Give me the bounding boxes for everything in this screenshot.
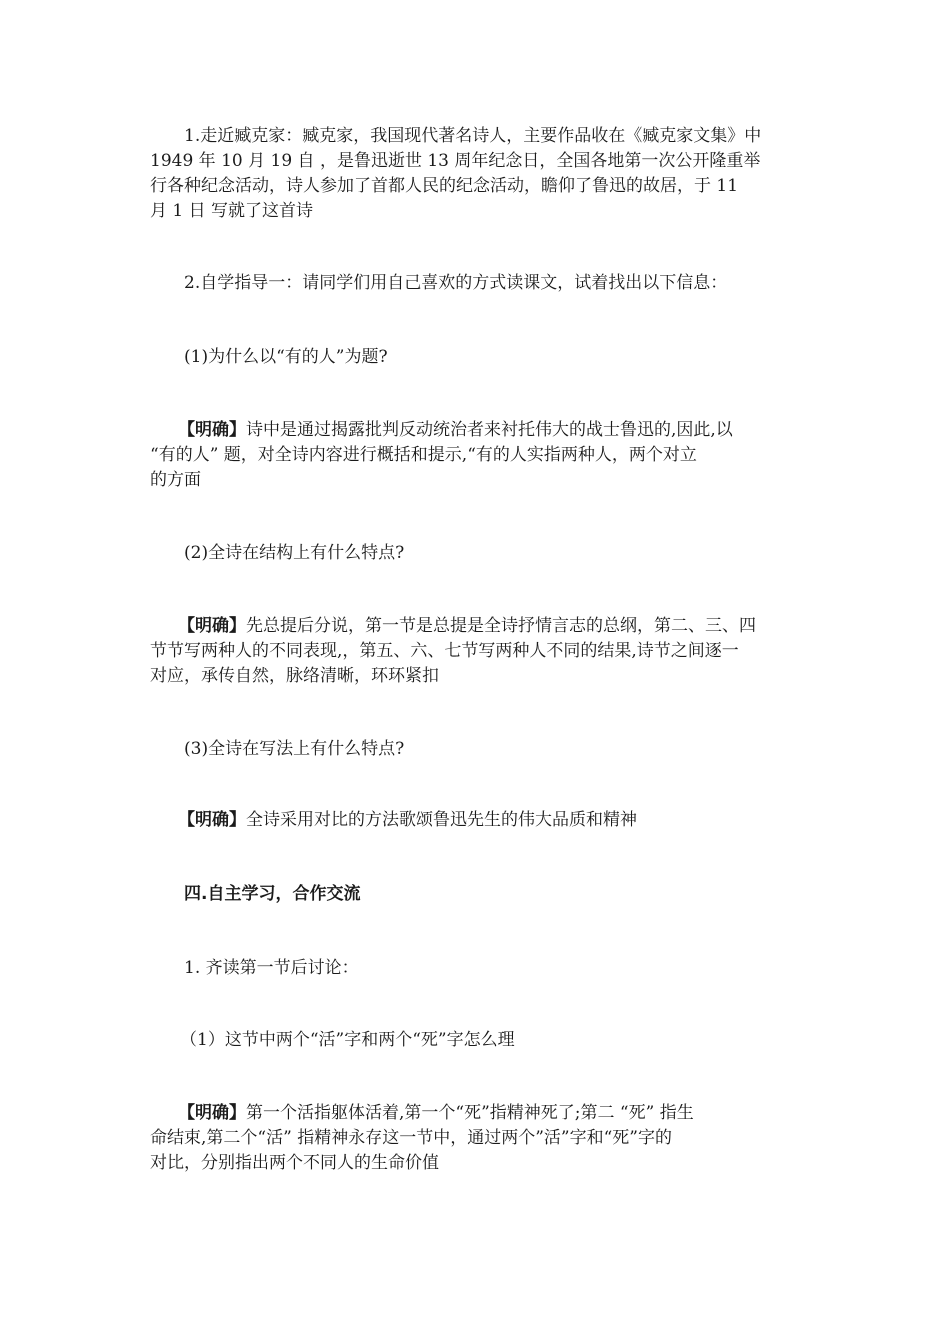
answer-2 — [150, 614, 806, 689]
question-2: (2)全诗在结构上有什么特点? — [184, 543, 405, 563]
intro-line-4: 月 1 日 写就了这首诗 — [150, 201, 314, 221]
answer-1-line-1: 诗中是通过揭露批判反动统治者来衬托伟大的战士鲁迅的,因此,以 — [246, 420, 733, 440]
paragraph-author-intro — [150, 124, 806, 224]
answer-1-line-2: “有的人” 题，对全诗内容进行概括和提示,“有的人实指两种人，两个对立 — [150, 445, 697, 465]
section-4-heading: 四.自主学习，合作交流 — [184, 884, 361, 904]
question-1: (1)为什么以“有的人”为题? — [184, 347, 388, 367]
answer-4-line-3: 对比，分别指出两个不同人的生命价值 — [150, 1153, 439, 1173]
self-study-guide: 2.自学指导一：请同学们用自己喜欢的方式读课文，试着找出以下信息： — [184, 273, 728, 293]
question-3: (3)全诗在写法上有什么特点? — [184, 739, 405, 759]
intro-line-3: 行各种纪念活动，诗人参加了首都人民的纪念活动，瞻仰了鲁迅的故居，于 11 — [150, 176, 739, 196]
answer-4-line-2: 命结束,第二个“活” 指精神永存这一节中，通过两个”活”字和“死”字的 — [150, 1128, 672, 1148]
answer-4-line-1: 第一个活指躯体活着,第一个“死”指精神死了;第二 “死” 指生 — [246, 1103, 694, 1123]
section-4-question-1: （1）这节中两个“活”字和两个“死”字怎么理 — [180, 1030, 515, 1050]
answer-2-line-2: 节节写两种人的不同表现,，第五、六、七节写两种人不同的结果,诗节之间逐一 — [150, 641, 739, 661]
answer-2-line-1: 先总提后分说，第一节是总提是全诗抒情言志的总纲，第二、三、四 — [246, 616, 756, 636]
answer-1-line-3: 的方面 — [150, 470, 201, 490]
section-4-item-1: 1. 齐读第一节后讨论： — [184, 958, 359, 978]
answer-tag: 【明确】 — [178, 616, 246, 636]
answer-1 — [150, 418, 806, 493]
answer-2-line-3: 对应，承传自然，脉络清晰，环环紧扣 — [150, 666, 439, 686]
answer-tag: 【明确】 — [178, 1103, 246, 1123]
answer-3 — [150, 808, 806, 833]
answer-4 — [150, 1101, 806, 1176]
intro-line-2: 1949 年 10 月 19 自 ，是鲁迅逝世 13 周年纪念日，全国各地第一次公开隆重举 — [150, 151, 761, 171]
answer-tag: 【明确】 — [178, 420, 246, 440]
answer-tag: 【明确】 — [178, 810, 246, 830]
answer-3-text: 全诗采用对比的方法歌颂鲁迅先生的伟大品质和精神 — [246, 810, 637, 830]
intro-line-1: 1.走近臧克家：臧克家，我国现代著名诗人，主要作品收在《臧克家文集》中 — [184, 126, 762, 146]
